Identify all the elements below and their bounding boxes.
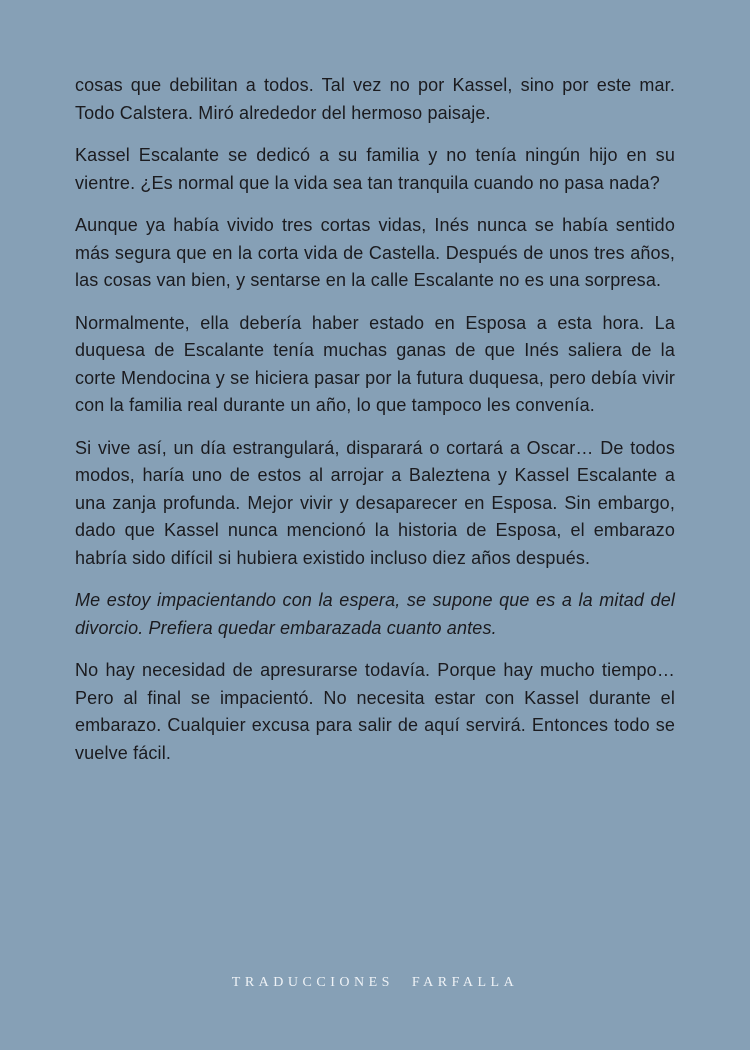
paragraph-5: Si vive así, un día estrangulará, disparará o cortará a Oscar… De todos modos, haría uno de estos al arrojar a Baleztena y Kassel Escalante a una zanja profunda. Mejor vivir y desaparecer en Esposa. Sin embargo, dado que Kassel nunca mencionó la historia de Esposa, el embarazo habría sido difícil si hubiera existido incluso diez años después. (75, 437, 675, 568)
paragraph-3: Aunque ya había vivido tres cortas vidas, Inés nunca se había sentido más segura que en la corta vida de Castella. Después de unos tres años, las cosas van bien, y sentarse en la calle Escalante no es una sorpresa. (75, 215, 675, 290)
paragraph-1: cosas que debilitan a todos. Tal vez no por Kassel, sino por este mar. Todo Calstera. Miró alrededor del hermoso paisaje. (75, 75, 675, 123)
footer-credit: TRADUCCIONES FARFALLA (231, 975, 519, 990)
paragraph-2: Kassel Escalante se dedicó a su familia y no tenía ningún hijo en su vientre. ¿Es normal que la vida sea tan tranquila cuando no pasa nada? (75, 145, 675, 193)
paragraph-4: Normalmente, ella debería haber estado en Esposa a esta hora. La duquesa de Escalante tenía muchas ganas de que Inés saliera de la corte Mendocina y se hiciera pasar por la futura duquesa, pero debía vivir con la familia real durante un año, lo que tampoco les convenía. (75, 312, 675, 415)
paragraph-7: No hay necesidad de apresurarse todavía. Porque hay mucho tiempo… Pero al final se impacientó. No necesita estar con Kassel durante el embarazo. Cualquier excusa para salir de aquí servirá. Entonces todo se vuelve fácil. (75, 660, 675, 763)
paragraph-6-italic: Me estoy impacientando con la espera, se supone que es a la mitad del divorcio. Prefiera quedar embarazada cuanto antes. (75, 590, 675, 638)
page-body (75, 72, 675, 782)
